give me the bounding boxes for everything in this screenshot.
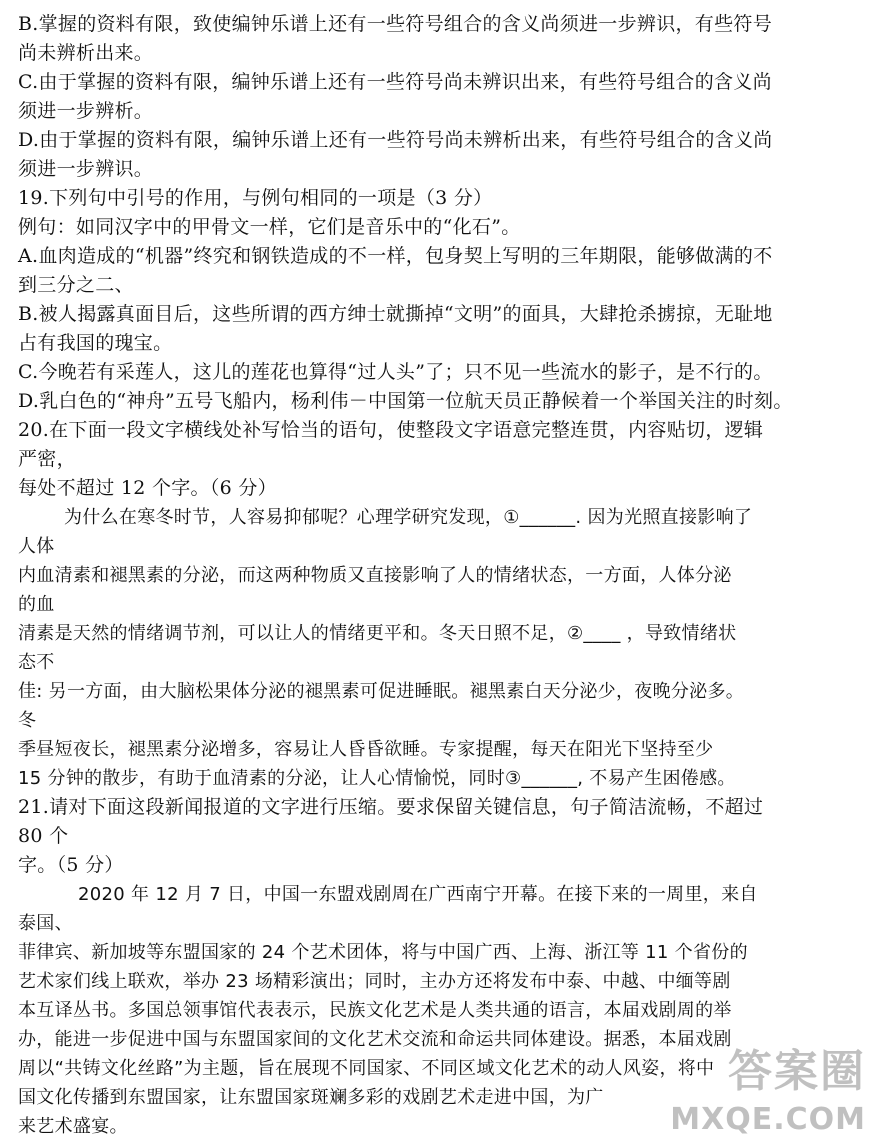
example-sentence: 例句：如同汉字中的甲骨文一样，它们是音乐中的“化石”。 (18, 216, 521, 238)
text-line: 须进一步辨识。 (18, 158, 154, 180)
passage-line: 内血清素和褪黑素的分泌，而这两种物质又直接影响了人的情绪状态，一方面，人体分泌 (18, 565, 732, 586)
text-line: 严密， (18, 448, 76, 470)
news-line: 本互译丛书。多国总领事馆代表表示，民族文化艺术是人类共通的语言，本届戏剧周的举 (18, 1000, 732, 1021)
news-line: 2020 年 12 月 7 日，中国一东盟戏剧周在广西南宁开幕。在接下来的一周里，来自 (78, 884, 758, 905)
text-line: 到三分之二、 (18, 274, 134, 296)
text-line: 字。（5 分） (18, 854, 124, 876)
option-b: B.被人揭露真面目后，这些所谓的西方绅士就撕掉“文明”的面具，大肆抢杀掳掠，无耻地 (18, 303, 773, 325)
passage-line: 冬 (18, 710, 37, 731)
question-21-heading: 21.请对下面这段新闻报道的文字进行压缩。要求保留关键信息，句子简洁流畅，不超过 (18, 796, 764, 818)
option-a: A.血肉造成的“机器”终究和钢铁造成的不一样，包身契上写明的三年期限，能够做满的不 (18, 245, 773, 267)
text-line: 须进一步辨析。 (18, 100, 154, 122)
text-line: 尚未辨析出来。 (18, 42, 154, 64)
news-line: 周以“共铸文化丝路”为主题，旨在展现不同国家、不同区域文化艺术的动人风姿，将中 (18, 1058, 715, 1079)
text-line: D.由于掌握的资料有限，编钟乐谱上还有一些符号尚未辨析出来，有些符号组合的含义尚 (18, 129, 773, 151)
question-19-heading: 19.下列句中引号的作用，与例句相同的一项是（3 分） (18, 187, 493, 209)
passage-line: 佳: 另一方面，由大脑松果体分泌的褪黑素可促进睡眠。褪黑素白天分泌少，夜晚分泌多。 (18, 681, 745, 702)
watermark-bottom-text: MXQE.COM (670, 1102, 866, 1137)
text-line: 每处不超过 12 个字。（6 分） (18, 477, 277, 499)
document-page (18, 10, 878, 1141)
passage-line: 态不 (18, 652, 55, 673)
passage-line: 人体 (18, 536, 55, 557)
news-line: 国文化传播到东盟国家，让东盟国家斑斓多彩的戏剧艺术走进中国，为广 (18, 1087, 604, 1108)
text-line: 占有我国的瑰宝。 (18, 332, 173, 354)
news-line: 泰国、 (18, 913, 73, 934)
option-d: D.乳白色的“神舟”五号飞船内，杨利伟－中国第一位航天员正静候着一个举国关注的时刻。 (18, 390, 793, 412)
text-line: 80 个 (18, 825, 69, 847)
text-line: C.由于掌握的资料有限，编钟乐谱上还有一些符号尚未辨识出来，有些符号组合的含义尚 (18, 71, 772, 93)
watermark-top-text: 答案圈 (728, 1046, 866, 1097)
option-c: C.今晚若有采莲人，这儿的莲花也算得“过人头”了；只不见一些流水的影子，是不行的。 (18, 361, 773, 383)
passage-line: 季昼短夜长，褪黑素分泌增多，容易让人昏昏欲睡。专家提醒，每天在阳光下坚持至少 (18, 739, 714, 760)
question-20-heading: 20.在下面一段文字横线处补写恰当的语句，使整段文字语意完整连贯，内容贴切，逻辑 (18, 419, 764, 441)
passage-line: 清素是天然的情绪调节剂，可以让人的情绪更平和。冬天日照不足，②____ ，导致情绪状 (18, 623, 737, 644)
news-line: 菲律宾、新加坡等东盟国家的 24 个艺术团体，将与中国广西、上海、浙江等 11 个省份的 (18, 942, 748, 963)
news-line: 来艺术盛宴。 (18, 1116, 128, 1137)
news-line: 办，能进一步促进中国与东盟国家间的文化艺术交流和命运共同体建设。据悉，本届戏剧 (18, 1029, 732, 1050)
news-line: 艺术家们线上联欢，举办 23 场精彩演出；同时，主办方还将发布中泰、中越、中缅等剧 (18, 971, 731, 992)
passage-line: 15 分钟的散步，有助于血清素的分泌，让人心情愉悦，同时③______, 不易产生困倦感。 (18, 768, 736, 789)
passage-line: 为什么在寒冬时节，人容易抑郁呢？心理学研究发现，①______. 因为光照直接影响了 (64, 507, 753, 528)
text-line: B.掌握的资料有限，致使编钟乐谱上还有一些符号组合的含义尚须进一步辨识，有些符号 (18, 13, 773, 35)
passage-line: 的血 (18, 594, 55, 615)
